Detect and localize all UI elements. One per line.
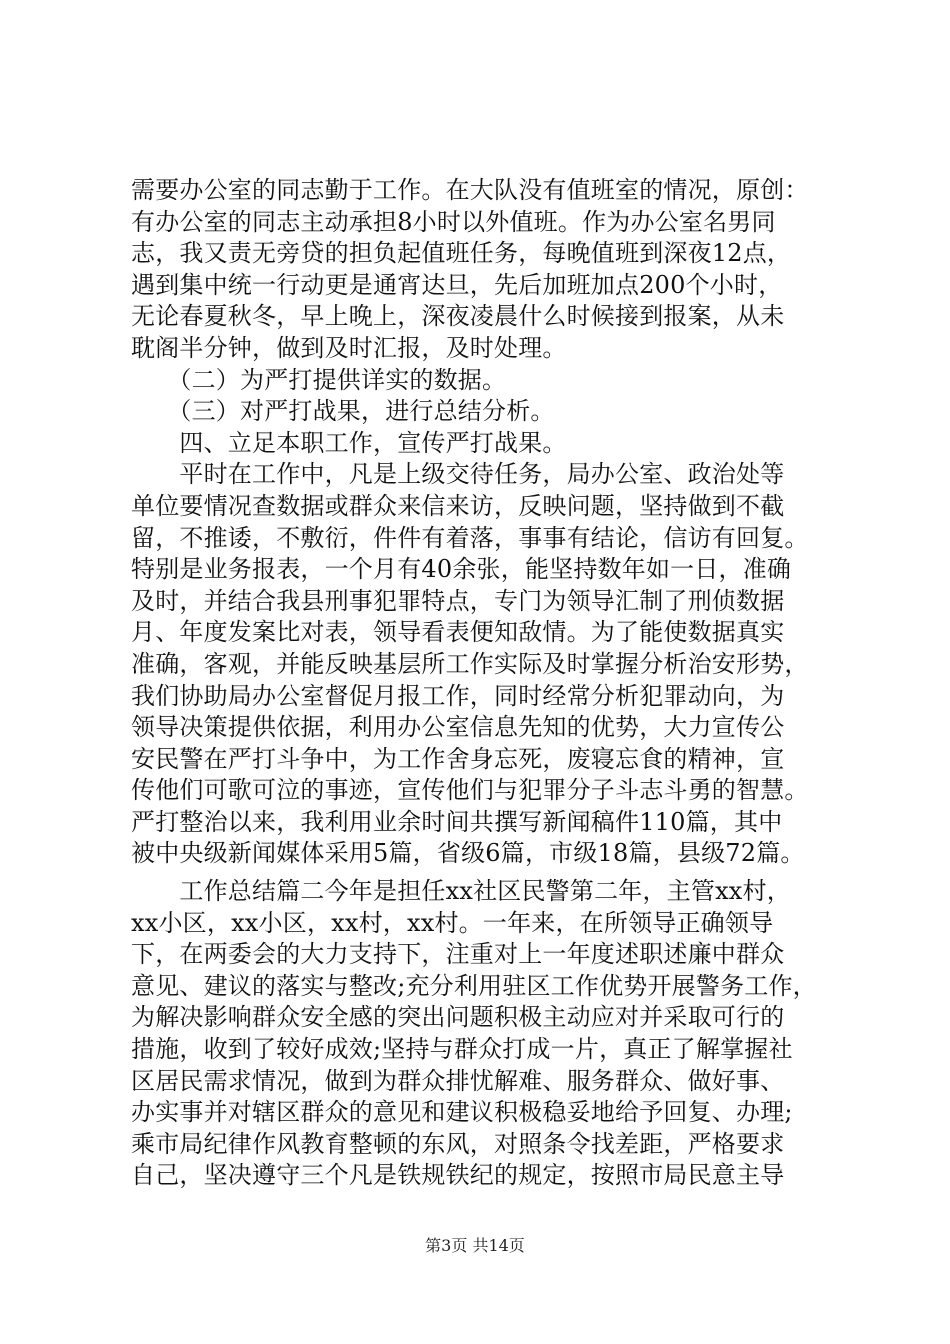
text-line: 月、年度发案比对表，领导看表便知敌情。为了能使数据真实: [131, 618, 785, 647]
text-line: 需要办公室的同志勤于工作。在大队没有值班室的情况，原创：: [131, 176, 809, 204]
text-line: 下，在两委会的大力支持下，注重对上一年度述职述廉中群众: [131, 940, 785, 969]
text-line: 自己，坚决遵守三个凡是铁规铁纪的规定，按照市局民意主导: [131, 1161, 785, 1190]
body-text-section-two: [131, 876, 831, 1192]
text-line: 耽阁半分钟，做到及时汇报，及时处理。: [131, 333, 567, 362]
text-line: 遇到集中统一行动更是通宵达旦，先后加班加点200个小时，: [131, 270, 783, 299]
text-line: （二）为严打提供详实的数据。: [131, 365, 507, 394]
text-line: 工作总结篇二今年是担任xx社区民警第二年，主管xx村，: [131, 877, 791, 905]
text-line: 留，不推诿，不敷衍，件件有着落，事事有结论，信访有回复。: [131, 523, 809, 552]
text-line: 被中央级新闻媒体采用5篇，省级6篇，市级18篇，县级72篇。: [131, 839, 805, 868]
text-line: 传他们可歌可泣的事迹，宣传他们与犯罪分子斗志斗勇的智慧。: [131, 776, 809, 805]
text-line: 乘市局纪律作风教育整顿的东风，对照条令找差距，严格要求: [131, 1129, 785, 1158]
text-line: 及时，并结合我县刑事犯罪特点，专门为领导汇制了刑侦数据: [131, 586, 785, 615]
text-line: 无论春夏秋冬，早上晚上，深夜凌晨什么时候接到报案，从未: [131, 302, 785, 331]
text-line: （三）对严打战果，进行总结分析。: [131, 397, 555, 426]
text-line: 领导决策提供依据，利用办公室信息先知的优势，大力宣传公: [131, 713, 785, 742]
body-text-section-one: [131, 175, 831, 870]
text-line: 我们协助局办公室督促月报工作，同时经常分析犯罪动向，为: [131, 681, 785, 710]
text-line: 安民警在严打斗争中，为工作舍身忘死，废寝忘食的精神，宣: [131, 744, 785, 773]
text-line: 志，我又责无旁贷的担负起值班任务，每晚值班到深夜12点，: [131, 239, 792, 268]
text-line: 措施，收到了较好成效;坚持与群众打成一片，真正了解掌握社: [131, 1034, 793, 1063]
text-line: 四、立足本职工作，宣传严打战果。: [131, 428, 567, 457]
text-line: 单位要情况查数据或群众来信来访，反映问题，坚持做到不截: [131, 491, 785, 520]
text-line: 意见、建议的落实与整改;充分利用驻区工作优势开展警务工作，: [131, 971, 817, 1000]
text-line: 为解决影响群众安全感的突出问题积极主动应对并采取可行的: [131, 1003, 785, 1032]
text-line: 区居民需求情况，做到为群众排忧解难、服务群众、做好事、: [131, 1066, 785, 1095]
text-line: 严打整治以来，我利用业余时间共撰写新闻稿件110篇，其中: [131, 807, 783, 836]
text-line: 准确，客观，并能反映基层所工作实际及时掌握分析治安形势，: [131, 649, 809, 678]
text-line: 有办公室的同志主动承担8小时以外值班。作为办公室名男同: [131, 207, 776, 236]
text-line: 平时在工作中，凡是上级交待任务，局办公室、政治处等: [131, 460, 785, 489]
page-footer: 第3页 共14页: [425, 1236, 525, 1255]
text-line: 办实事并对辖区群众的意见和建议积极稳妥地给予回复、办理;: [131, 1098, 793, 1127]
text-line: xx小区，xx小区，xx村，xx村。一年来，在所领导正确领导: [131, 908, 774, 937]
text-line: 特别是业务报表，一个月有40余张，能坚持数年如一日，准确: [131, 555, 792, 584]
